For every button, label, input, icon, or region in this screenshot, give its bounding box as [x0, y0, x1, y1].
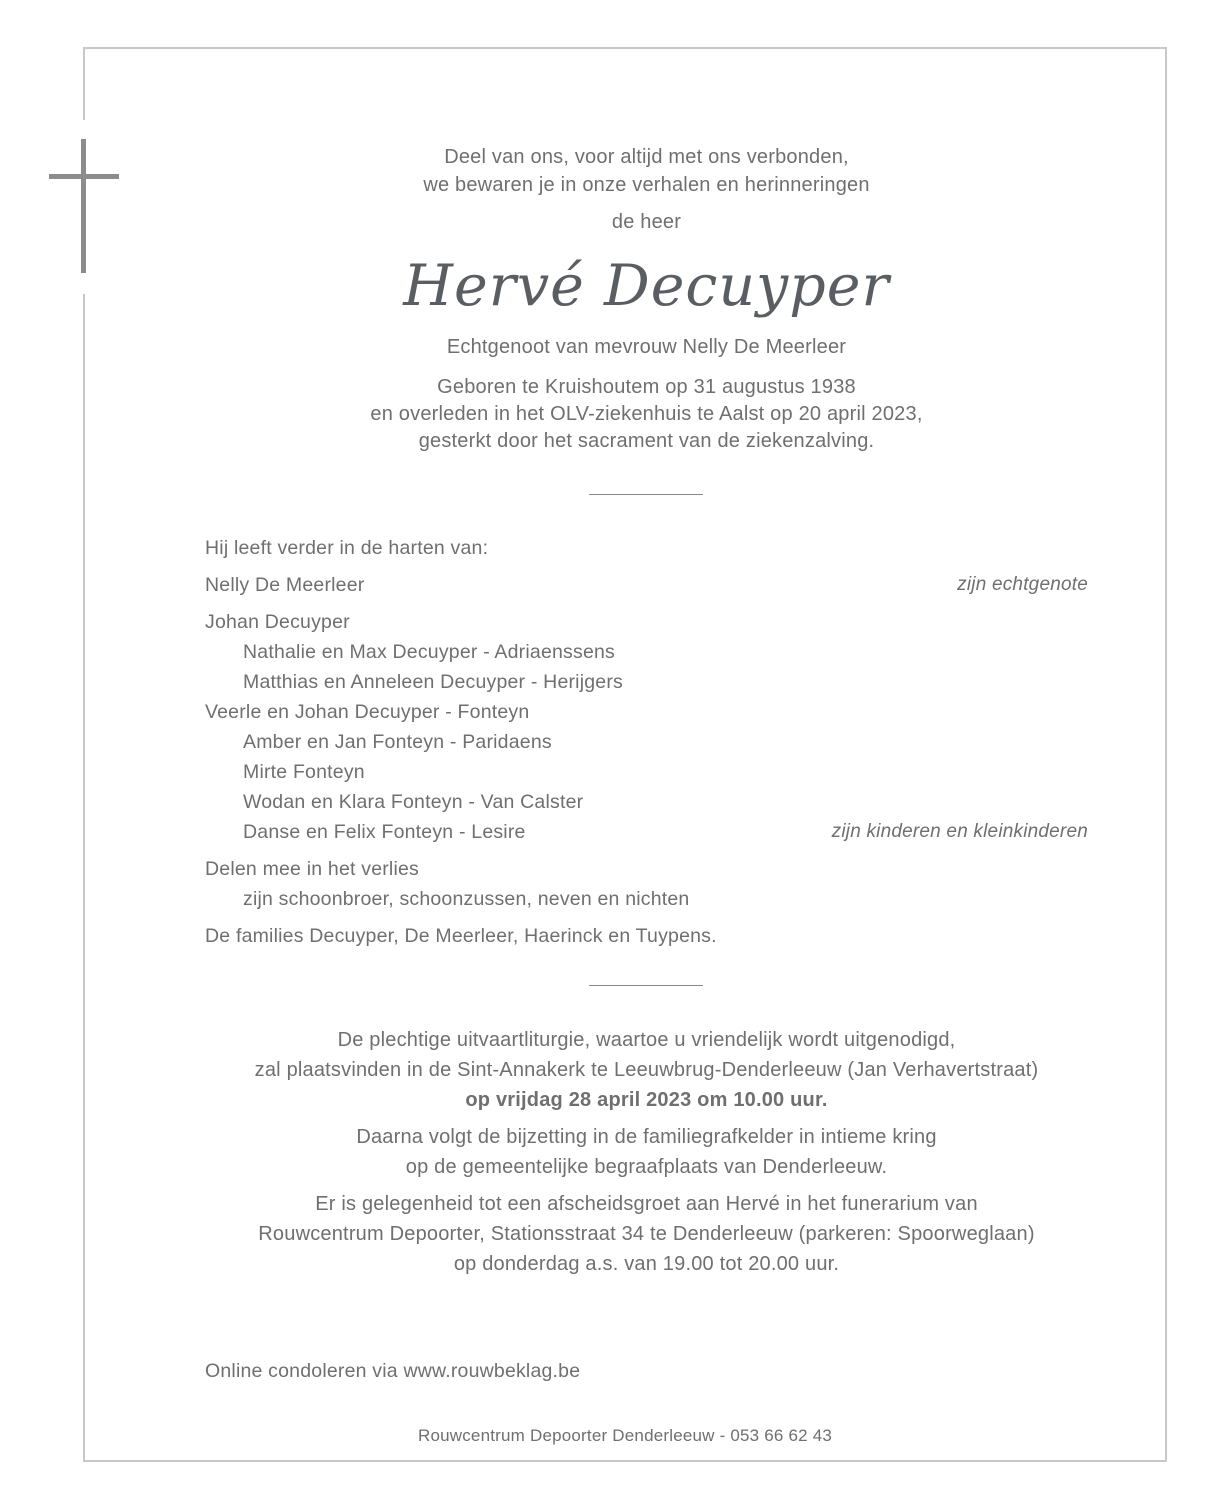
farewell-line: Rouwcentrum Depoorter, Stationsstraat 34 te Denderleeuw (parkeren: Spoorweglaan) [258, 1223, 1035, 1245]
relation-label: zijn echtgenote [957, 574, 1088, 595]
death-line: en overleden in het OLV-ziekenhuis te Aalst op 20 april 2023, [370, 403, 923, 425]
family-row [205, 817, 1088, 847]
family-member: Mirte Fonteyn [243, 761, 365, 783]
family-member: Veerle en Johan Decuyper - Fonteyn [205, 701, 530, 723]
family-row [205, 570, 1088, 600]
burial-line: Daarna volgt de bijzetting in de familiegrafkelder in intieme kring [356, 1126, 937, 1148]
family-member: zijn schoonbroer, schoonzussen, neven en nichten [243, 888, 690, 910]
funeral-home-text: Rouwcentrum Depoorter Denderleeuw - 053 66 62 43 [417, 1426, 833, 1445]
cross-icon-vertical-bar [81, 139, 86, 273]
salutation [205, 208, 1088, 236]
relationship [205, 333, 1088, 361]
family-member: De families Decuyper, De Meerleer, Haerinck en Tuypens. [205, 925, 717, 947]
family-member: Danse en Felix Fonteyn - Lesire [243, 821, 526, 843]
deceased-name: Hervé Decuyper [403, 253, 890, 319]
condolence-text: Online condoleren via www.rouwbeklag.be [205, 1360, 581, 1382]
family-row [205, 921, 1088, 951]
family-row [205, 757, 1088, 787]
relationship-text: Echtgenoot van mevrouw Nelly De Meerleer [446, 336, 847, 358]
family-member: Wodan en Klara Fonteyn - Van Calster [243, 791, 584, 813]
family-row [205, 787, 1088, 817]
family-row [205, 727, 1088, 757]
family-member: Nathalie en Max Decuyper - Adriaenssens [243, 641, 615, 663]
family-row [205, 667, 1088, 697]
family-row [205, 697, 1088, 727]
online-condolence [205, 1356, 1088, 1386]
family-row [205, 854, 1088, 884]
service-line: zal plaatsvinden in de Sint-Annakerk te Leeuwbrug-Denderleeuw (Jan Verhavertstraat) [254, 1059, 1039, 1081]
burial-line: op de gemeentelijke begraafplaats van Denderleeuw. [405, 1156, 888, 1178]
funeral-home-footer [83, 1424, 1167, 1448]
family-member: Johan Decuyper [205, 611, 350, 633]
salutation-text: de heer [611, 211, 682, 233]
quote-line: we bewaren je in onze verhalen en herinneringen [423, 174, 870, 196]
relation-label: zijn kinderen en kleinkinderen [831, 821, 1088, 842]
birth-line: Geboren te Kruishoutem op 31 augustus 1938 [437, 376, 856, 398]
cross-icon-horizontal-bar [49, 174, 119, 179]
service-paragraph [205, 1025, 1088, 1115]
section-divider [589, 985, 703, 986]
family-member: Delen mee in het verlies [205, 858, 419, 880]
quote-line: Deel van ons, voor altijd met ons verbonden, [444, 146, 849, 168]
family-intro: Hij leeft verder in de harten van: [205, 537, 489, 559]
family-row [205, 884, 1088, 914]
family-member: Matthias en Anneleen Decuyper - Herijgers [243, 671, 623, 693]
sacrament-line: gesterkt door het sacrament van de ziekenzalving. [418, 430, 875, 452]
family-member: Nelly De Meerleer [205, 574, 365, 596]
family-member: Amber en Jan Fonteyn - Paridaens [243, 731, 552, 753]
family-row [205, 607, 1088, 637]
section-divider [589, 494, 703, 495]
family-section [205, 533, 1088, 951]
opening-quote [205, 143, 1088, 199]
funeral-details [205, 1025, 1088, 1279]
service-line: De plechtige uitvaartliturgie, waartoe u vriendelijk wordt uitgenodigd, [337, 1029, 956, 1051]
life-dates [205, 374, 1088, 455]
family-row [205, 637, 1088, 667]
farewell-line: Er is gelegenheid tot een afscheidsgroet aan Hervé in het funerarium van [315, 1193, 978, 1215]
farewell-line: op donderdag a.s. van 19.00 tot 20.00 uur. [453, 1253, 840, 1275]
burial-paragraph [205, 1122, 1088, 1182]
farewell-paragraph [205, 1189, 1088, 1279]
service-datetime: op vrijdag 28 april 2023 om 10.00 uur. [465, 1089, 828, 1111]
